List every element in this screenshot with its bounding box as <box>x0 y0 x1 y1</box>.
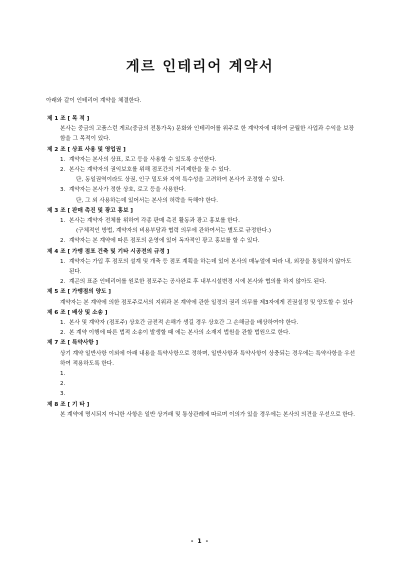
article-section <box>47 338 357 399</box>
article-paragraph: 본사는 중금의 고품스런 게르(중금의 전통가옥) 문화와 인테리어를 위주로 한 계약자에 대하여 굳월한 사업과 수익을 보장함을 그 목적이 있다. <box>60 126 355 143</box>
item-text <box>69 379 357 389</box>
item-text: 계곤의 표준 인테리어를 원로한 점포주는 공사완료 후 내부시설변경 시에 본사와 협의를 하지 않아도 된다. <box>69 279 327 286</box>
article-item <box>47 328 357 338</box>
article-item <box>47 277 357 287</box>
item-text <box>69 389 357 399</box>
item-note: 단, 동일권역이라도 상권, 인구 밀도와 지역 특수성을 고려하여 본사가 조정할 수 있다. <box>76 177 285 184</box>
article-item <box>47 165 357 175</box>
article-section <box>47 206 357 247</box>
item-text: 계약자는 본사의 상표, 로고 등을 사용할 수 있도록 승인한다. <box>69 156 217 163</box>
item-text: 본 계약 이행에 따른 법적 소송이 발생할 때 에는 본사의 소재지 법원을 관할 법원으로 한다. <box>69 330 291 337</box>
item-number: 2. <box>60 330 66 337</box>
article-item <box>47 379 357 389</box>
article-title: 제 7 조 [ 특약사항 ] <box>47 340 99 347</box>
article-paragraph: 계약자는 본 계약에 의한 점포주로서의 지위과 본 계약에 관한 일정의 권리 의무를 제3자에게 진권설정 및 양도할 수 있다 <box>60 299 354 306</box>
item-number: 3. <box>60 187 66 194</box>
article-title: 제 8 조 [ 기 타 ] <box>47 401 90 408</box>
item-number: 1. <box>60 218 66 225</box>
item-text: 본사는 계약자의 권익보호를 위해 점포간의 거리제한을 둘 수 있다. <box>69 167 231 174</box>
item-number: 2. <box>60 238 66 245</box>
article-item <box>47 369 357 379</box>
article-section <box>47 114 357 145</box>
article-title: 제 5 조 [ 가맹점의 양도 ] <box>47 289 111 296</box>
page-number: - 1 - <box>190 538 210 545</box>
item-number: 1. <box>60 258 66 265</box>
article-title: 제 3 조 [ 판매 촉진 및 광고 홍보 ] <box>47 207 133 214</box>
article-title: 제 4 조 [ 가맹 점포 건축 및 기타 시공전의 규정 ] <box>47 248 170 255</box>
article-section <box>47 145 357 206</box>
item-number: 2. <box>60 167 66 174</box>
article-item <box>47 318 357 328</box>
article-section <box>47 308 357 339</box>
item-number: 1. <box>60 320 66 327</box>
article-section <box>47 247 357 288</box>
article-paragraph: 본 계약에 명시되지 아니한 사항은 일반 상거래 및 통상관례에 따르며 이의가 있을 경우에는 본사의 의견을 우선으로 한다. <box>60 411 356 418</box>
item-text: 본사 및 계약자 (점포주) 상호간 금전적 손해가 생길 경우 상호간 그 손해금을 배상하여야 한다. <box>69 320 299 327</box>
item-note: 단, 그 외 사용하는데 있어서는 본사의 허락을 득해야 한다. <box>76 197 219 204</box>
item-text: 계약자는 본 계약에 따른 점포의 운영에 있어 독자적인 광고 홍보를 할 수 있다. <box>69 238 260 245</box>
item-number: 2. <box>60 381 66 388</box>
article-title: 제 6 조 [ 배상 및 소송 ] <box>47 309 108 316</box>
article-section <box>47 400 357 420</box>
article-item <box>47 257 357 277</box>
item-number: 3. <box>60 391 66 398</box>
item-text: 계약자는 가입 후 점포의 설계 및 개축 등 점포 계획을 하는데 있어 본사의 매뉴얼에 따라 내, 외장을 통일하지 않아도 된다. <box>69 258 352 276</box>
article-title: 제 1 조 [ 목 적 ] <box>47 116 90 122</box>
intro-text: 아래와 같이 인테리어 계약을 체결한다. <box>46 98 142 104</box>
item-text <box>69 369 357 379</box>
item-text: 계약자는 본사가 정한 상호, 로고 등을 사용한다. <box>69 187 186 194</box>
item-note: (구체적인 방법, 계약자의 비용부담과 협력 의무에 관하여서는 별도로 규정한다.) <box>76 228 272 235</box>
article-item <box>47 236 357 246</box>
article-title: 제 2 조 [ 상표 사용 및 영업권 ] <box>47 146 126 153</box>
article-item <box>47 155 357 165</box>
item-text: 본사는 계약자 전체를 위하여 각종 판매 촉진 활동과 광고 홍보를 한다. <box>69 218 240 225</box>
article-section <box>47 287 357 307</box>
article-item <box>47 216 357 226</box>
articles-body <box>47 114 357 420</box>
article-paragraph: 상기 계약 일반사항 이외에 아래 내용을 특약사항으로 정하며, 일반사항과 특약사항이 상충되는 경우에는 특약사항을 우선하여 적용하도록 한다. <box>60 350 356 367</box>
article-item <box>47 389 357 399</box>
article-item <box>47 185 357 195</box>
item-number: 2. <box>60 279 66 286</box>
document-title: 게르 인테리어 계약서 <box>126 59 274 75</box>
item-number: 1. <box>60 371 66 378</box>
item-number: 1. <box>60 156 66 163</box>
